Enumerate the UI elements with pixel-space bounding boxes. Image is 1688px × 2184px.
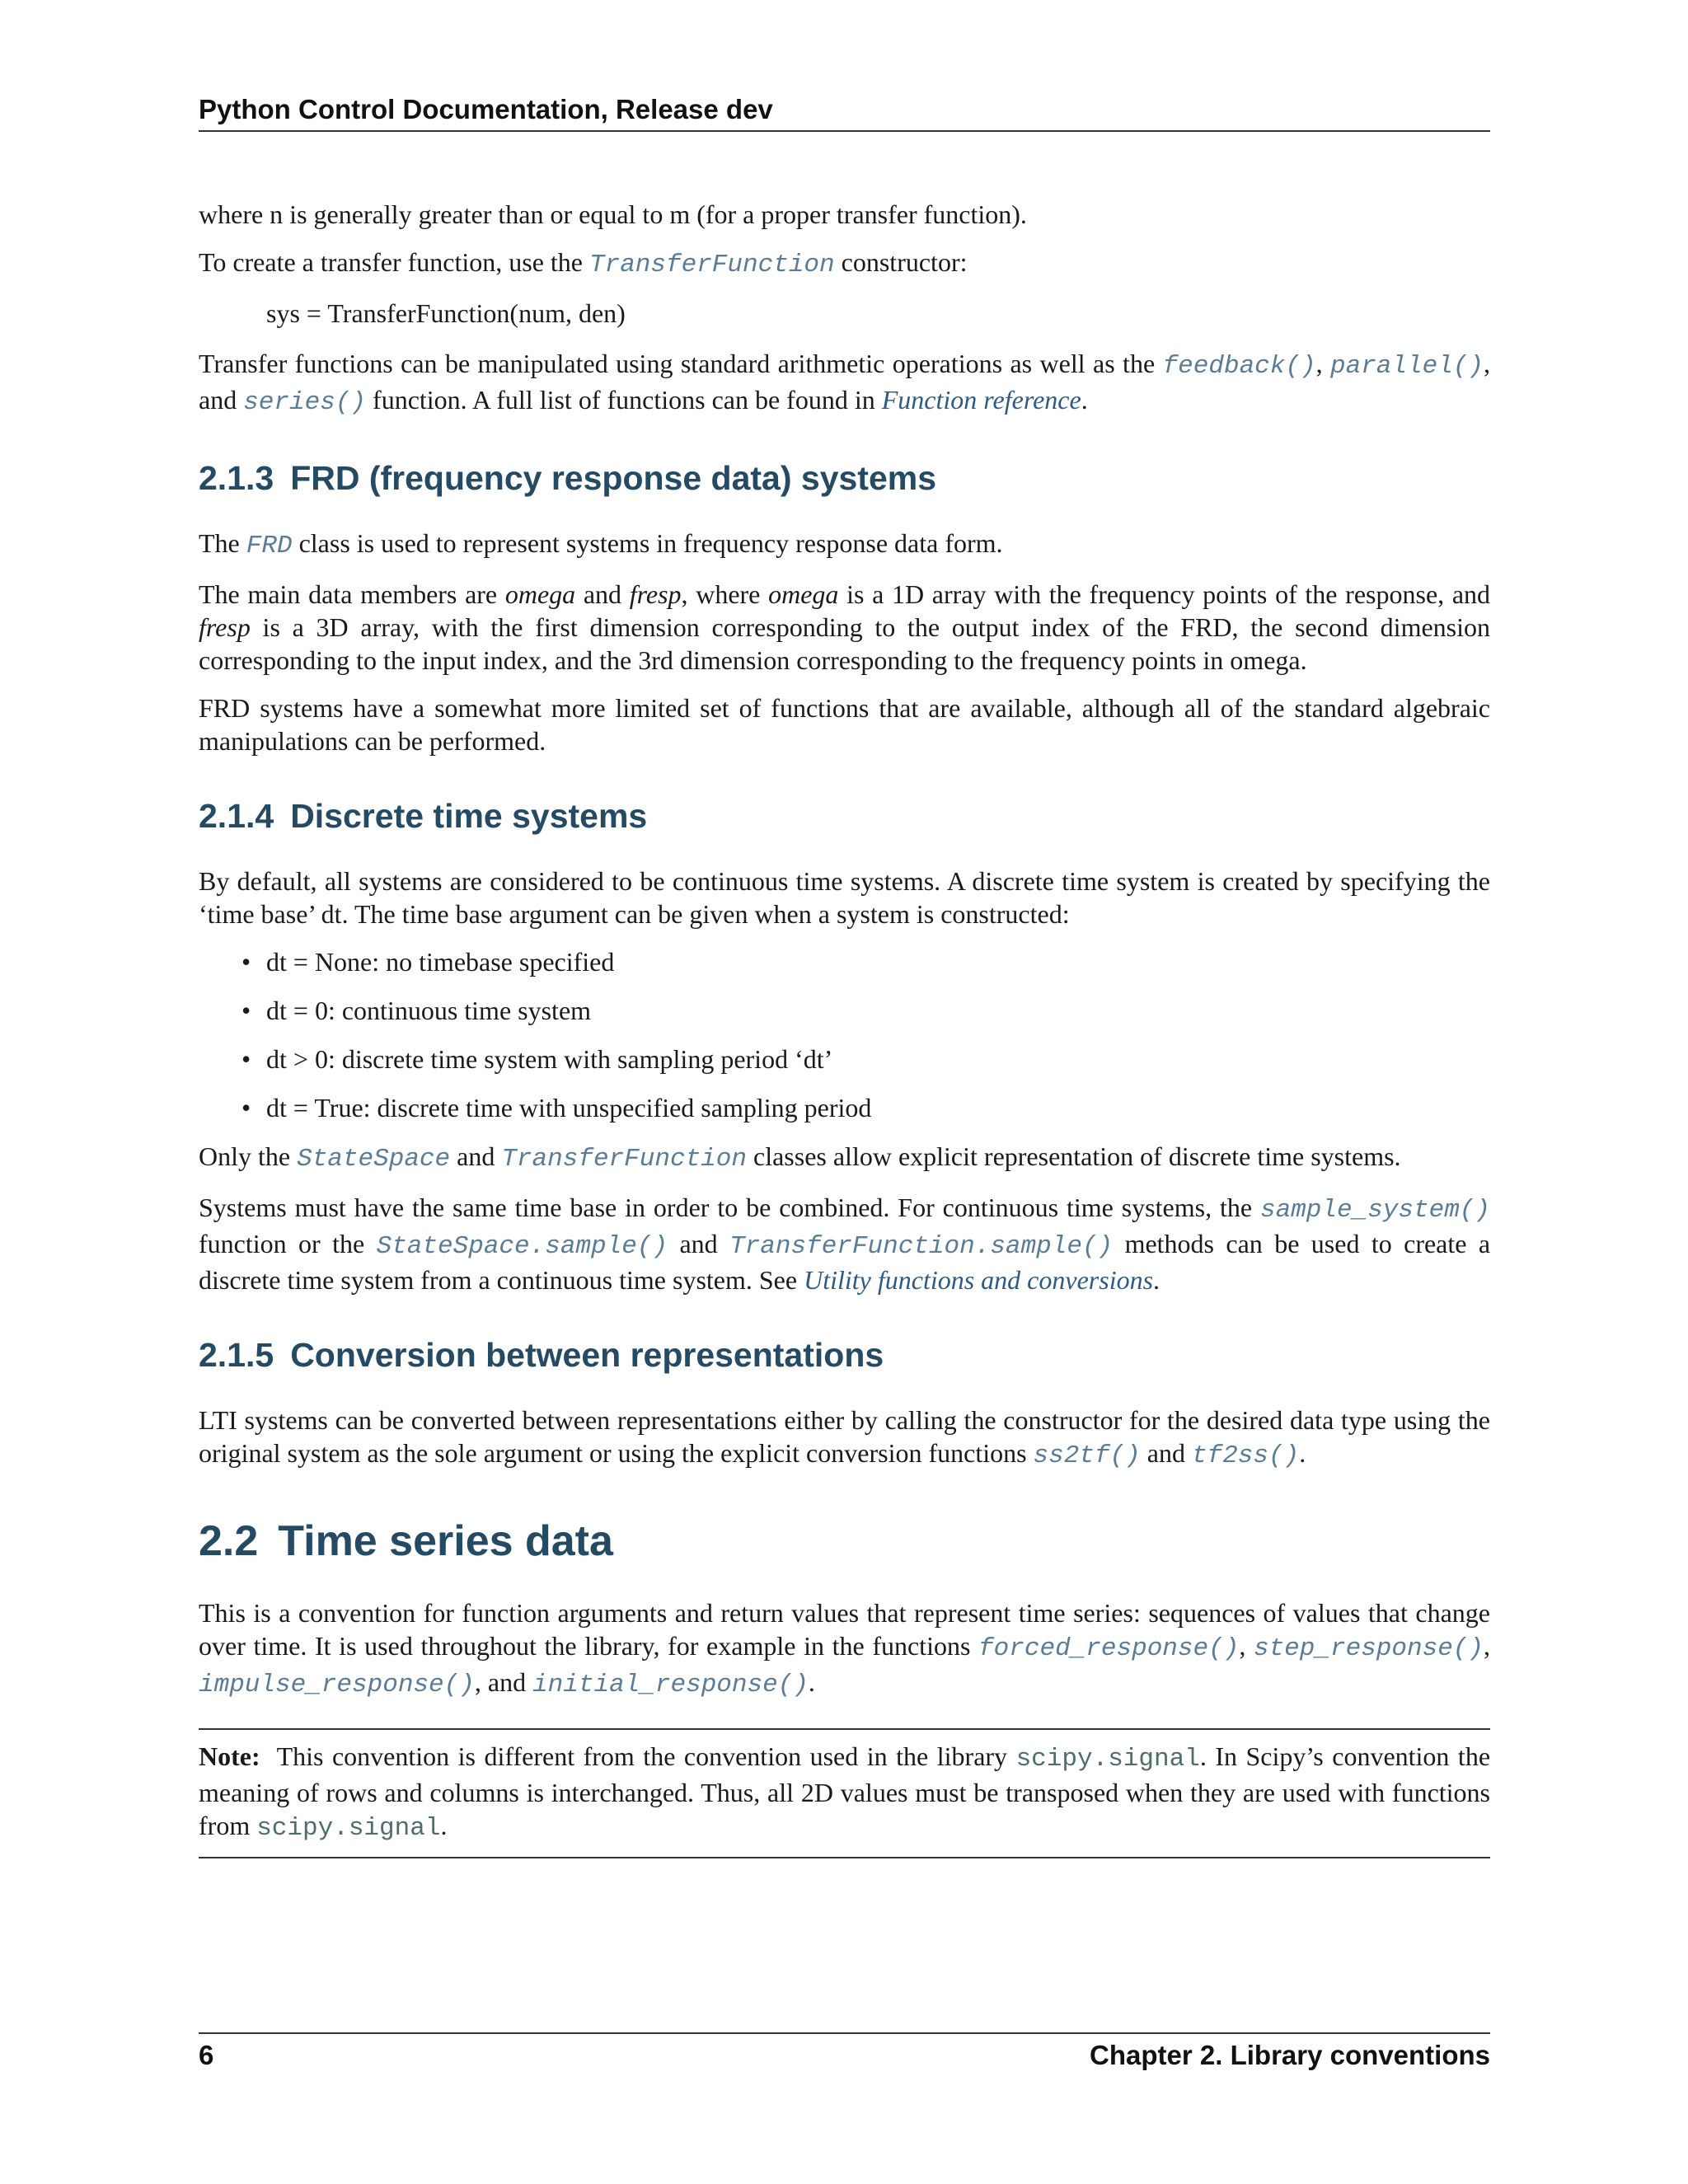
discrete-paragraph-2: Only the StateSpace and TransferFunction classes allow explicit representation of discrete time systems. [199,1141,1401,1174]
impulse-response-link[interactable]: impulse_response() [199,1671,475,1699]
document-body [199,198,1490,1858]
code-example: sys = TransferFunction(num, den) [266,298,626,328]
section-heading-2-2: 2.2 Time series data [199,1517,613,1565]
scipy-signal-literal: scipy.signal [1015,1745,1200,1774]
intro-paragraph-3: Transfer functions can be manipulated using standard arithmetic operations as well as the feedback(), parallel(), and series() function. A full list of functions can be found in Function reference. [199,349,1491,417]
tf2ss-link[interactable]: tf2ss() [1191,1441,1300,1470]
list-item: • dt > 0: discrete time system with sampling period ‘dt’ [241,1044,833,1074]
scipy-signal-literal: scipy.signal [256,1814,441,1843]
discrete-paragraph-3: Systems must have the same time base in order to be combined. For continuous time systems, the sample_system() function or the StateSpace.sample() and TransferFunction.sample() methods can be used to create a discrete time system from a continuous time system. See Utility functions and conversions. [199,1193,1491,1295]
intro-paragraph-2: To create a transfer function, use the TransferFunction constructor: [199,247,968,279]
intro-paragraph-1: where n is generally greater than or equal to m (for a proper transfer function). [199,199,1027,229]
frd-paragraph-1: The FRD class is used to represent systems in frequency response data form. [199,528,1003,560]
list-item: • dt = None: no timebase specified [241,947,615,977]
section-heading-2-1-3: 2.1.3 FRD (frequency response data) systems [199,459,937,497]
transferfunction-link[interactable]: TransferFunction [501,1145,747,1174]
frd-paragraph-3: FRD systems have a somewhat more limited set of functions that are available, although all of the standard algebraic manipulations can be performed. [199,693,1490,756]
frd-paragraph-2: The main data members are omega and fresp, where omega is a 1D array with the frequency points of the response, and fresp is a 3D array, with the first dimension corresponding to the output index of the FRD, the second dimension corresponding to the input index, and the 3rd dimension corresponding to the frequency points in omega. [199,579,1491,675]
list-item: • dt = 0: continuous time system [241,996,592,1025]
note-box [199,1728,1490,1858]
frd-link[interactable]: FRD [246,532,293,560]
running-footer [199,2032,1490,2079]
statespace-sample-link[interactable]: StateSpace.sample() [376,1232,668,1261]
transferfunction-link[interactable]: TransferFunction [588,251,835,279]
transferfunction-sample-link[interactable]: TransferFunction.sample() [729,1232,1114,1261]
initial-response-link[interactable]: initial_response() [532,1671,809,1699]
sample-system-link[interactable]: sample_system() [1259,1196,1491,1225]
discrete-paragraph-1: By default, all systems are considered to be continuous time systems. A discrete time system is created by specifying the ‘time base’ dt. The time base argument can be given when a system is constructed: [199,866,1490,929]
timebase-list [199,945,1490,1124]
step-response-link[interactable]: step_response() [1253,1634,1484,1663]
conversion-paragraph: LTI systems can be converted between representations either by calling the constructor for the desired data type using the original system as the sole argument or using the explicit conversion functions ss2tf() and tf2ss(). [199,1405,1490,1470]
note-text: Note: This convention is different from the convention used in the library scipy.signal. In Scipy’s convention the meaning of rows and columns is interchanged. Thus, all 2D values must be transposed when they are used with functions from scipy.signal. [199,1741,1491,1843]
document-page [199,0,1490,2184]
statespace-link[interactable]: StateSpace [297,1145,451,1174]
page-number: 6 [199,2040,214,2070]
chapter-title: Chapter 2. Library conventions [1090,2040,1490,2070]
forced-response-link[interactable]: forced_response() [978,1634,1240,1663]
feedback-link[interactable]: feedback() [1162,352,1316,381]
ss2tf-link[interactable]: ss2tf() [1033,1441,1141,1470]
header-title: Python Control Documentation, Release dev [199,94,773,124]
parallel-link[interactable]: parallel() [1330,352,1484,381]
section-heading-2-1-4: 2.1.4 Discrete time systems [199,797,648,835]
function-reference-link[interactable]: Function reference [881,385,1081,415]
note-label: Note: [199,1741,260,1771]
utility-functions-link[interactable]: Utility functions and conversions [804,1265,1154,1295]
running-header [199,92,1490,132]
timeseries-paragraph: This is a convention for function arguments and return values that represent time series: sequences of values that change over time. It is used throughout the library, for example in the functions forced_response(), step_response(), impulse_response(), and initial_response(). [199,1598,1491,1699]
section-heading-2-1-5: 2.1.5 Conversion between representations [199,1336,884,1374]
series-link[interactable]: series() [243,388,367,417]
list-item: • dt = True: discrete time with unspecified sampling period [241,1093,872,1122]
